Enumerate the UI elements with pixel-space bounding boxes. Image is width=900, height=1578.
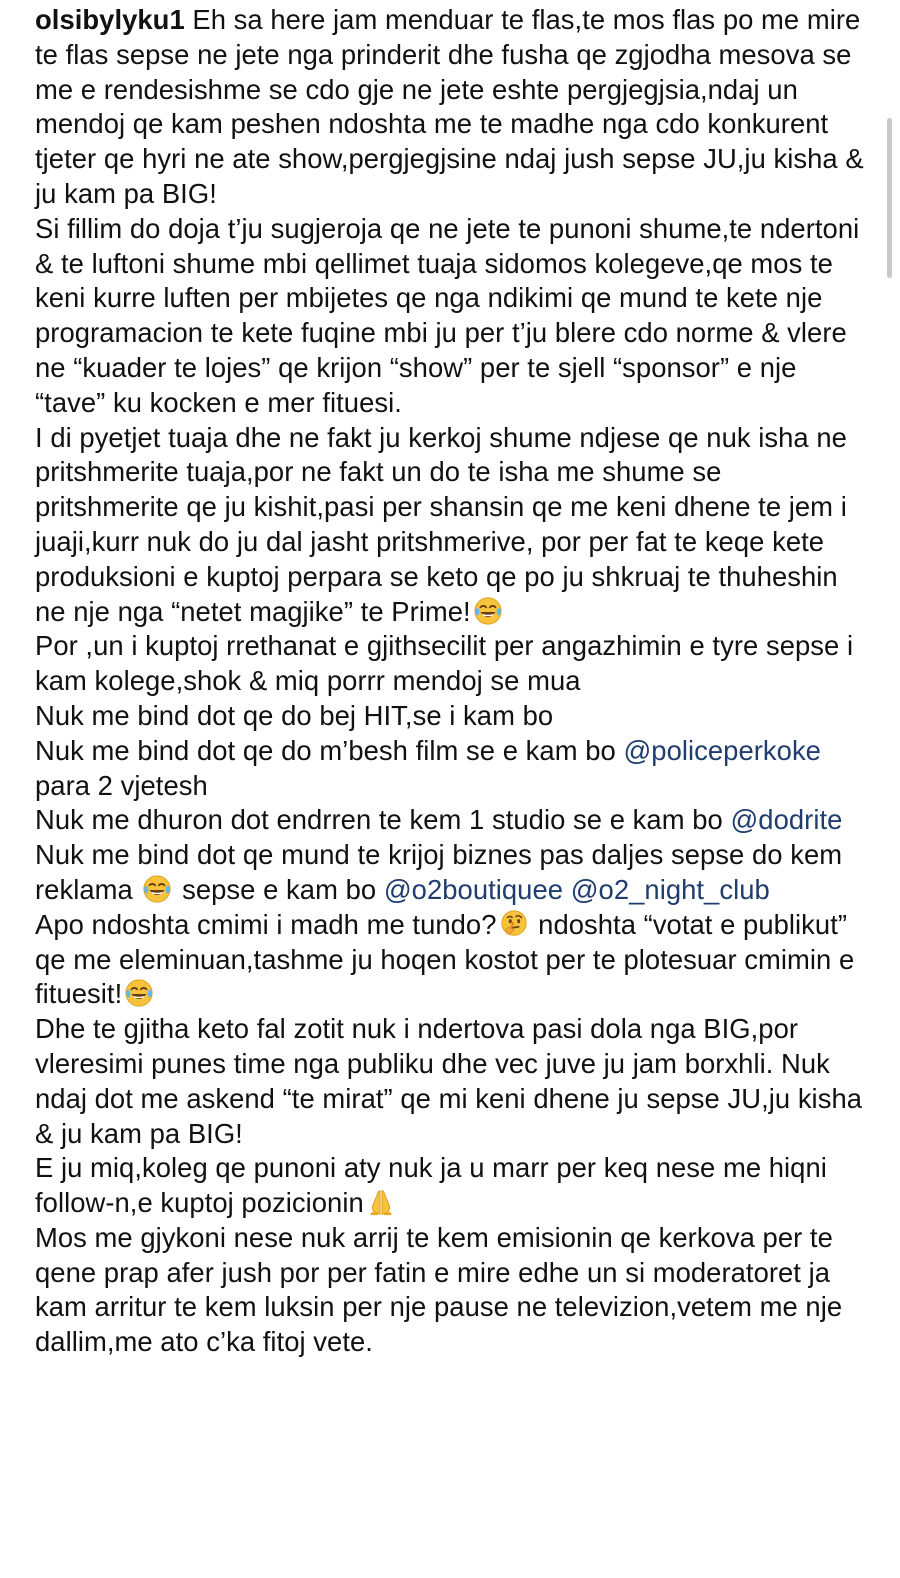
- caption-paragraph: [35, 1221, 870, 1360]
- caption-text: ndoshta “votat e publikut” qe me eleminuan,tashme ju hoqen kostot per te plotesuar cmimin e fituesit!: [35, 908, 855, 1010]
- caption-paragraph: [35, 212, 870, 421]
- caption-paragraph: [35, 838, 870, 908]
- username-link[interactable]: olsibylyku1: [35, 4, 185, 35]
- caption-paragraph: [35, 699, 870, 734]
- caption-text: [563, 874, 571, 905]
- mention-link[interactable]: @o2boutiquee: [383, 873, 564, 905]
- mention-link[interactable]: @dodrite: [730, 804, 843, 836]
- caption-paragraph: [35, 421, 870, 630]
- caption-text: Mos me gjykoni nese nuk arrij te kem emisionin qe kerkova per te qene prap afer jush por per fatin e mire edhe un si moderatoret ja kam arritur te kem luksin per nje pause ne televizion,vetem me nje dallim,me ato c’ka fitoj vete.: [35, 1221, 843, 1358]
- mention-link[interactable]: @policeperkoke: [623, 734, 821, 766]
- caption-text: Nuk me bind dot qe do bej HIT,se i kam bo: [35, 699, 554, 731]
- caption-body: [35, 3, 870, 1360]
- caption-paragraph: [35, 803, 870, 838]
- caption-paragraph: [35, 3, 870, 212]
- face-with-tears-of-joy-icon: [473, 596, 503, 626]
- face-with-tears-of-joy-icon: [142, 874, 172, 904]
- face-with-tears-of-joy-icon: [124, 978, 154, 1008]
- caption-text: I di pyetjet tuaja dhe ne fakt ju kerkoj shume ndjese qe nuk isha ne pritshmerite tuaja,por ne fakt un do te isha me shume se pritshmerite qe ju kishit,pasi per shansin qe me keni dhene te jem i juaji,kurr nuk do ju dal jasht pritshmerive, por per fat te keqe kete produksioni e kuptoj perpara se keto qe po ju shkruaj te thuheshin ne nje nga “netet magjike” te Prime!: [35, 421, 847, 627]
- caption-text: Por ,un i kuptoj rrethanat e gjithsecilit per angazhimin e tyre sepse i kam kolege,shok & miq porrr mendoj se mua: [35, 630, 854, 697]
- caption-text: Si fillim do doja t’ju sugjeroja qe ne jete te punoni shume,te ndertoni & te luftoni shume mbi qellimet tuaja sidomos kolegeve,qe mos te keni kurre luften per mbijetes qe nga ndikimi qe mund te kete nje programacion te kete fuqine mbi ju per t’ju blere cdo norme & vlere ne “kuader te lojes” qe krijon “show” per te sjell “sponsor” e nje “tave” ku kocken e mer fituesi.: [35, 212, 860, 418]
- caption-paragraph: [35, 1012, 870, 1151]
- caption-paragraph: [35, 734, 870, 804]
- caption-paragraph: [35, 629, 870, 699]
- caption-paragraph: [35, 908, 870, 1012]
- caption-text: sepse e kam bo: [174, 873, 384, 905]
- scrollbar-thumb[interactable]: [887, 118, 892, 278]
- caption-paragraph: [35, 1151, 870, 1221]
- caption-text: Apo ndoshta cmimi i madh me tundo?: [35, 908, 497, 940]
- post-caption: [35, 3, 870, 1360]
- caption-text: Nuk me bind dot qe mund te krijoj biznes pas daljes sepse do kem reklama: [35, 839, 843, 905]
- caption-text: Dhe te gjitha keto fal zotit nuk i ndertova pasi dola nga BIG,por vleresimi punes time nga publiku dhe vec juve ju jam borxhli. Nuk ndaj dot me askend “te mirat” qe mi keni dhene ju sepse JU,ju kisha & ju kam pa BIG!: [35, 1013, 863, 1149]
- folded-hands-icon: [366, 1187, 396, 1217]
- caption-text: para 2 vjetesh: [35, 769, 208, 801]
- mention-link[interactable]: @o2_night_club: [570, 873, 770, 905]
- caption-text: Nuk me dhuron dot endrren te kem 1 studio se e kam bo: [35, 804, 731, 836]
- thinking-face-icon: [499, 909, 529, 939]
- caption-text: Nuk me bind dot qe do m’besh film se e kam bo: [35, 734, 624, 766]
- caption-text: E ju miq,koleg qe punoni aty nuk ja u marr per keq nese me hiqni follow-n,e kuptoj pozicionin: [35, 1152, 827, 1219]
- caption-text: Eh sa here jam menduar te flas,te mos flas po me mire te flas sepse ne jete nga prinderit dhe fusha qe zgjodha mesova se me e rendesishme se cdo gje ne jete eshte pergjegjsia,ndaj un mendoj qe kam peshen ndoshta me te madhe nga cdo konkurent tjeter qe hyri ne ate show,pergjegjsine ndaj jush sepse JU,ju kisha & ju kam pa BIG!: [35, 4, 864, 209]
